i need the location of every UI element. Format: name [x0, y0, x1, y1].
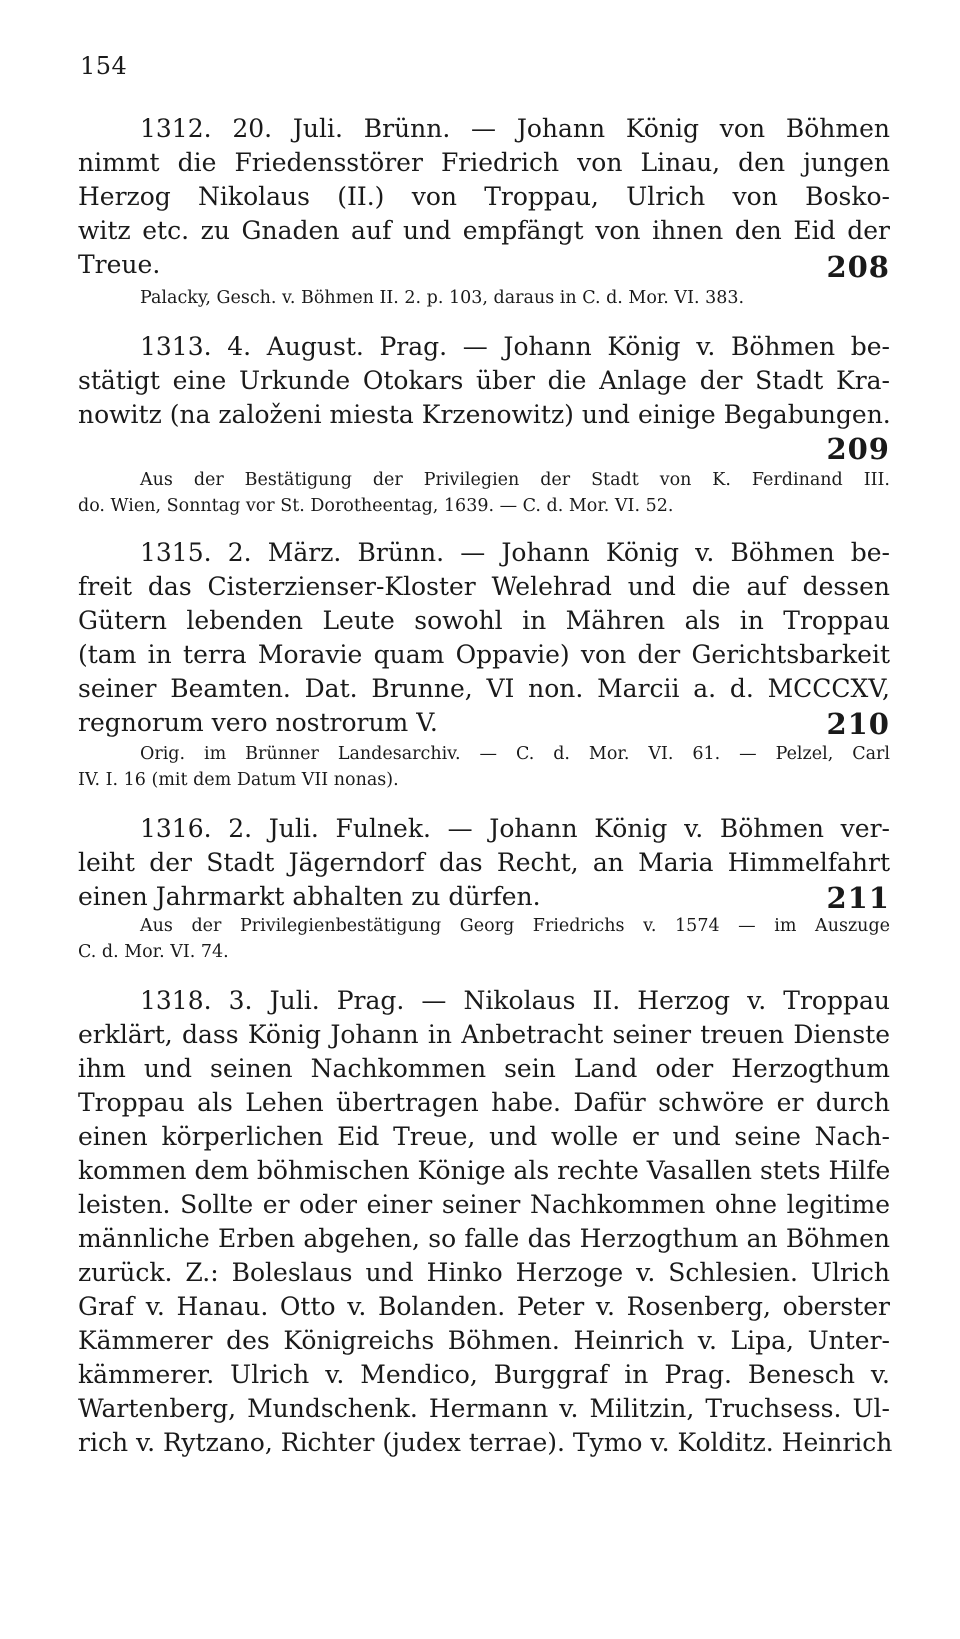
source-note: C. d. Mor. VI. 74.: [78, 942, 229, 962]
entry-line: Wartenberg, Mundschenk. Hermann v. Militzin, Truchsess. Ul-: [78, 1394, 890, 1423]
entry-line: zurück. Z.: Boleslaus und Hinko Herzoge v. Schlesien. Ulrich: [78, 1258, 890, 1287]
entry-line: stätigt eine Urkunde Otokars über die Anlage der Stadt Kra-: [78, 366, 890, 395]
entry-line: 1313. 4. August. Prag. — Johann König v. Böhmen be-: [140, 332, 890, 361]
entry-line: (tam in terra Moravie quam Oppavie) von der Gerichtsbarkeit: [78, 640, 890, 669]
entry-line: männliche Erben abgehen, so falle das Herzogthum an Böhmen: [78, 1224, 890, 1253]
entry-line: Kämmerer des Königreichs Böhmen. Heinrich v. Lipa, Unter-: [78, 1326, 890, 1355]
entry-line: einen Jahrmarkt abhalten zu dürfen.: [78, 882, 541, 911]
entry-line: nimmt die Friedensstörer Friedrich von Linau, den jungen: [78, 148, 890, 177]
entry-line: 1318. 3. Juli. Prag. — Nikolaus II. Herzog v. Troppau: [140, 986, 890, 1015]
entry-line: leisten. Sollte er oder einer seiner Nachkommen ohne legitime: [78, 1190, 890, 1219]
entry-line: ihm und seinen Nachkommen sein Land oder Herzogthum: [78, 1054, 890, 1083]
entry-line: kämmerer. Ulrich v. Mendico, Burggraf in Prag. Benesch v.: [78, 1360, 890, 1389]
entry-line: witz etc. zu Gnaden auf und empfängt von ihnen den Eid der: [78, 216, 890, 245]
entry-line: Gütern lebenden Leute sowohl in Mähren als in Troppau: [78, 606, 890, 635]
source-note: Aus der Bestätigung der Privilegien der Stadt von K. Ferdinand III.: [140, 470, 890, 490]
document-number: 209: [826, 432, 890, 466]
entry-line: 1316. 2. Juli. Fulnek. — Johann König v. Böhmen ver-: [140, 814, 890, 843]
document-number: 210: [826, 707, 890, 741]
entry-line: einen körperlichen Eid Treue, und wolle er und seine Nach-: [78, 1122, 890, 1151]
entry-line: 1312. 20. Juli. Brünn. — Johann König von Böhmen: [140, 114, 890, 143]
source-note: Palacky, Gesch. v. Böhmen II. 2. p. 103, daraus in C. d. Mor. VI. 383.: [140, 288, 745, 308]
source-note: do. Wien, Sonntag vor St. Dorotheentag, 1639. — C. d. Mor. VI. 52.: [78, 496, 674, 516]
entry-line: Herzog Nikolaus (II.) von Troppau, Ulrich von Bosko-: [78, 182, 890, 211]
source-note: IV. I. 16 (mit dem Datum VII nonas).: [78, 770, 399, 790]
entry-line: erklärt, dass König Johann in Anbetracht seiner treuen Dienste: [78, 1020, 890, 1049]
entry-line: leiht der Stadt Jägerndorf das Recht, an Maria Himmelfahrt: [78, 848, 890, 877]
page-number: 154: [80, 52, 128, 80]
entry-line: 1315. 2. März. Brünn. — Johann König v. Böhmen be-: [140, 538, 890, 567]
document-number: 208: [826, 250, 890, 284]
source-note: Aus der Privilegienbestätigung Georg Friedrichs v. 1574 — im Auszuge: [140, 916, 890, 936]
entry-line: nowitz (na založeni miesta Krzenowitz) und einige Begabungen.: [78, 400, 891, 429]
entry-line: regnorum vero nostrorum V.: [78, 708, 438, 737]
entry-line: seiner Beamten. Dat. Brunne, VI non. Marcii a. d. MCCCXV,: [78, 674, 890, 703]
entry-line: Troppau als Lehen übertragen habe. Dafür schwöre er durch: [78, 1088, 890, 1117]
entry-line: Treue.: [78, 250, 161, 279]
entry-line: Graf v. Hanau. Otto v. Bolanden. Peter v. Rosenberg, oberster: [78, 1292, 890, 1321]
entry-line: rich v. Rytzano, Richter (judex terrae). Tymo v. Kolditz. Heinrich: [78, 1428, 893, 1457]
entry-line: freit das Cisterzienser-Kloster Welehrad und die auf dessen: [78, 572, 890, 601]
source-note: Orig. im Brünner Landesarchiv. — C. d. Mor. VI. 61. — Pelzel, Carl: [140, 744, 890, 764]
document-number: 211: [826, 881, 890, 915]
entry-line: kommen dem böhmischen Könige als rechte Vasallen stets Hilfe: [78, 1156, 891, 1185]
